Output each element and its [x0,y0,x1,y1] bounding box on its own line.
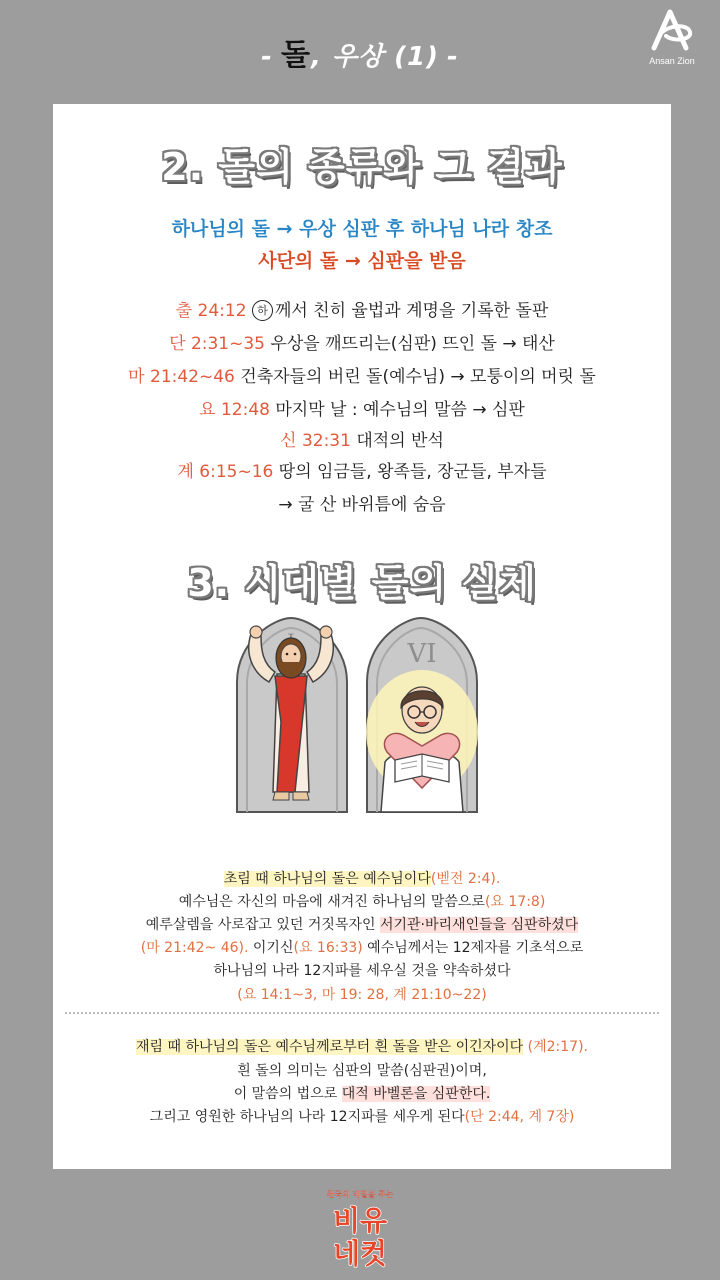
para1-line1 [53,868,671,888]
verse-ref: (단 2:44, 계 7장) [464,1109,575,1125]
ref-label: 마 21:42~46 [128,367,235,387]
header-title [0,30,720,74]
body-text: 이 말씀의 법으로 [233,1086,342,1102]
highlight-text: 대적 바벨론을 심판한다. [341,1086,491,1102]
verse-ref: (요 14:1~3, 마 19: 28, 계 21:10~22) [237,987,487,1003]
para1-line2 [53,891,671,911]
two-tablets-illustration [229,612,499,822]
footer-big-text-1: 비유 [332,1204,388,1237]
parable-four-cut-logo [300,1185,420,1275]
body-text: 예수님께서는 12제자를 기초석으로 [362,940,584,956]
zion-logo-icon [648,8,696,52]
highlight-text: 초림 때 하나님의 돌은 예수님이다 [223,871,431,887]
ref-label: 요 12:48 [199,400,270,420]
body-text: 예루살렘을 사로잡고 있던 거짓목자인 [145,917,380,933]
content-card [53,104,671,1169]
dash-left: - [261,42,273,72]
body-text: 하나님의 나라 12지파를 세우실 것을 약속하셨다 [213,963,511,979]
ref-line-6 [53,457,671,482]
ref-text: 우상을 깨뜨리는(심판) 뜨인 돌 → 태산 [270,334,555,354]
title-bold-word: 돌 [280,38,311,73]
ref-text: 마지막 날 : 예수님의 말씀 → 심판 [275,400,525,420]
verse-ref: (계2:17). [523,1039,589,1055]
ref-line-2 [53,329,671,354]
ref-text: 건축자들의 버린 돌(예수님) → 모퉁이의 머릿 돌 [240,367,596,387]
footer-small-text: 천국의 비밀을 푸는 [326,1190,394,1199]
dotted-divider [65,1012,659,1014]
ref-label: 계 6:15~16 [177,462,274,482]
title-rest: , 우상 (1) [310,42,440,72]
ref-line-4 [53,395,671,420]
summary-red: 사단의 돌 → 심판을 받음 [258,250,466,272]
ref-line-7 [53,490,671,515]
dash-right: - [447,42,459,72]
body-text: 예수님은 자신의 마음에 새겨진 하나님의 말씀으로 [178,894,485,910]
section3-title: 3. 시대별 돌의 실체 [187,561,537,605]
ansan-zion-logo [636,8,708,72]
verse-ref: (요 16:33) [293,940,363,956]
para2-line3 [53,1083,671,1103]
verse-ref: (벧전 2:4). [430,871,501,887]
ref-line-5 [53,426,671,451]
para1-line5 [53,960,671,980]
section2-title: 2. 돌의 종류와 그 결과 [161,145,563,189]
footer-big-text-2: 네컷 [332,1237,388,1270]
ref-text: → 굴 산 바위틈에 숨음 [278,495,446,515]
man-with-bible-icon [366,670,478,812]
verse-ref: (요 17:8) [484,894,546,910]
ref-text: 께서 친히 율법과 계명을 기록한 돌판 [274,301,549,321]
ref-line-1 [53,296,671,321]
verse-ref: (마 21:42~ 46). [140,940,249,956]
body-text: 흰 돌의 의미는 심판의 말씀(심판권)이며, [237,1063,487,1079]
ref-text: 대적의 반석 [356,431,444,451]
body-text: 이기신 [248,940,294,956]
circled-ha-icon: 하 [252,300,273,321]
ref-label: 신 32:31 [280,431,351,451]
para1-line3 [53,914,671,934]
ref-label: 단 2:31~35 [169,334,266,354]
summary-blue: 하나님의 돌 → 우상 심판 후 하나님 나라 창조 [171,218,553,240]
para2-line1 [53,1036,671,1056]
para1-line6 [53,984,671,1004]
ref-label: 출 24:12 [175,301,247,321]
logo-text: Ansan Zion [649,56,695,66]
highlight-text: 서기관·바리새인들을 심판하셨다 [379,917,579,933]
body-text: 그리고 영원한 하나님의 나라 12지파를 세우게 된다 [149,1109,465,1125]
para2-line4 [53,1106,671,1126]
para1-line4 [53,937,671,957]
para2-line2 [53,1060,671,1080]
highlight-text: 재림 때 하나님의 돌은 예수님께로부터 흰 돌을 받은 이긴자이다 [135,1039,524,1055]
ref-line-3 [53,362,671,387]
tablet-numeral-right: VI [407,639,437,669]
ref-text: 땅의 임금들, 왕족들, 장군들, 부자들 [278,462,547,482]
